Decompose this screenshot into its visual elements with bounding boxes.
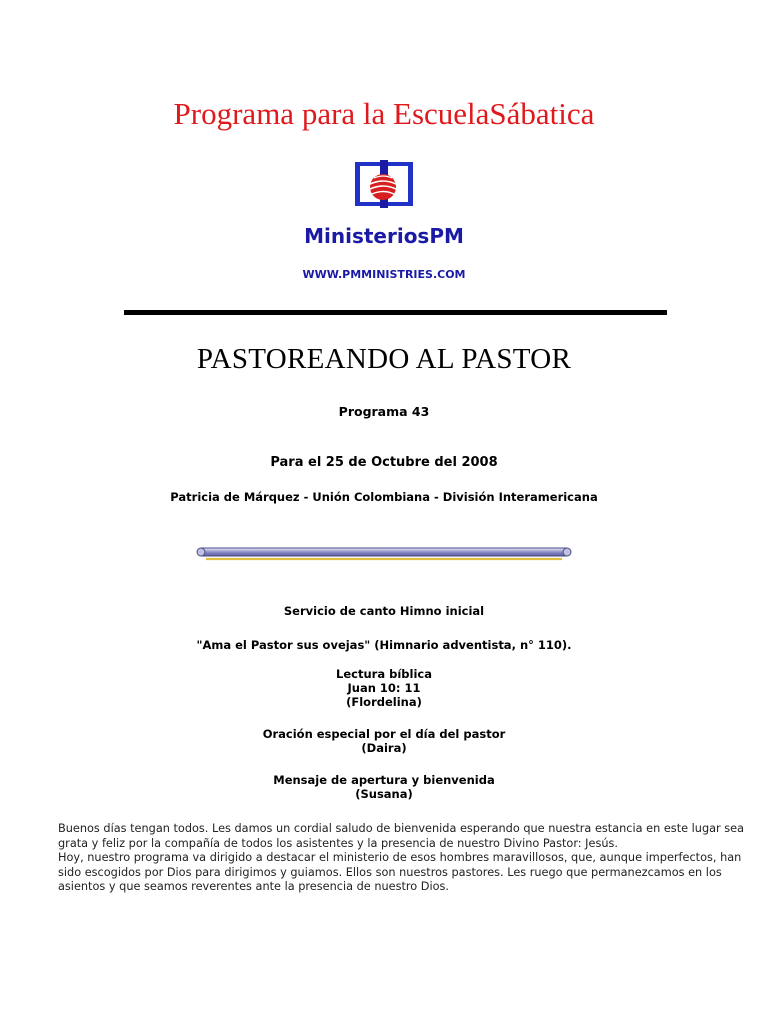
program-item-prayer — [0, 727, 768, 755]
program-item-welcome-message — [0, 773, 768, 801]
paragraph-line: Buenos días tengan todos. Les damos un cordial saludo de bienvenida esperando que nuestra estancia en este lugar sea — [58, 822, 745, 835]
program-item-line: (Flordelina) — [346, 695, 422, 709]
paragraph-line: asientos y que seamos reverentes ante la presencia de nuestro Dios. — [58, 880, 450, 893]
paragraph-line: sido escogidos por Dios para dirigimos y guiamos. Ellos son nuestros pastores. Les ruego que permanezcamos en los — [58, 865, 722, 879]
program-number: Programa 43 — [338, 404, 430, 419]
program-header-title: Programa para la EscuelaSábatica — [173, 96, 595, 131]
program-item-line: (Daira) — [361, 741, 407, 755]
program-item-line: (Susana) — [355, 787, 413, 801]
website-link[interactable]: WWW.PMMINISTRIES.COM — [302, 268, 466, 281]
welcome-paragraph — [58, 822, 745, 895]
header-rule — [124, 310, 667, 315]
open-book-globe-icon — [352, 156, 416, 216]
program-item-hymn — [0, 638, 768, 652]
ornamental-divider — [192, 544, 576, 564]
program-item-line: "Ama el Pastor sus ovejas" (Himnario adventista, n° 110). — [196, 638, 572, 652]
program-item-line: Juan 10: 11 — [347, 681, 421, 695]
program-item-line: Servicio de canto Himno inicial — [283, 604, 485, 618]
program-date: Para el 25 de Octubre del 2008 — [270, 455, 498, 470]
program-item-line: Oración especial por el día del pastor — [262, 727, 506, 741]
program-item-line: Lectura bíblica — [336, 667, 432, 681]
program-author: Patricia de Márquez - Unión Colombiana - División Interamericana — [170, 490, 598, 504]
brand-name: MinisteriosPM — [304, 224, 464, 248]
paragraph-line: Hoy, nuestro programa va dirigido a destacar el ministerio de esos hombres maravillosos, que, aunque imperfectos, han — [58, 851, 742, 864]
program-item-song-service — [0, 604, 768, 618]
paragraph-line: grata y feliz por la compañía de todos los asistentes y la presencia de nuestro Divino Pastor: Jesús. — [58, 836, 618, 850]
program-item-line: Mensaje de apertura y bienvenida — [273, 773, 495, 787]
program-item-bible-reading — [0, 667, 768, 709]
document-title: PASTOREANDO AL PASTOR — [196, 343, 572, 375]
